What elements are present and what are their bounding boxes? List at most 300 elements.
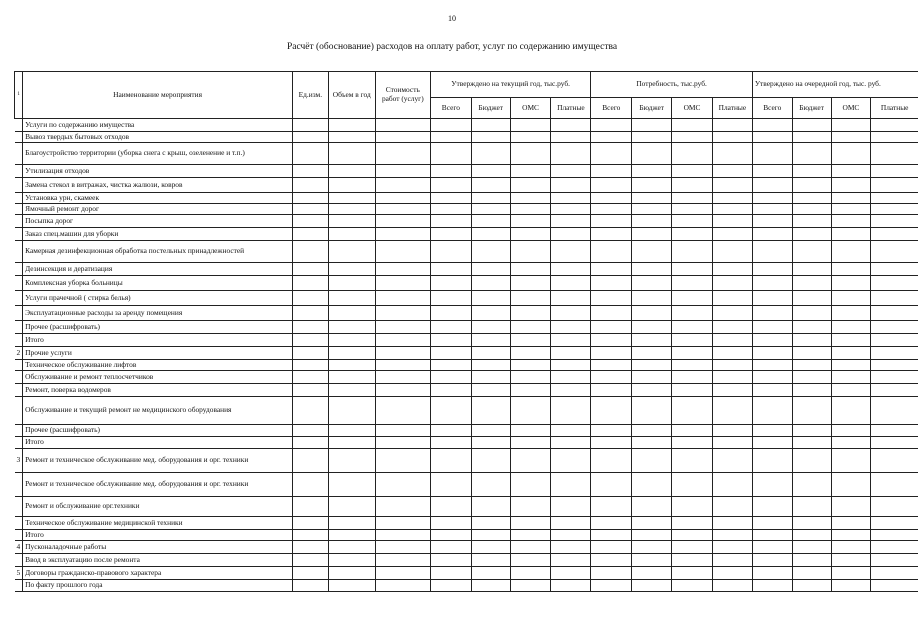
empty-cell xyxy=(591,425,632,437)
empty-cell xyxy=(551,347,591,360)
empty-cell xyxy=(831,178,871,193)
empty-cell xyxy=(591,449,632,473)
empty-cell xyxy=(712,132,752,143)
row-name: Камерная дезинфекционная обработка постельных принадлежностей xyxy=(23,241,293,263)
subheader-vsego: Всего xyxy=(591,98,632,119)
empty-cell xyxy=(712,276,752,291)
empty-cell xyxy=(672,321,713,334)
empty-cell xyxy=(471,165,510,178)
empty-cell xyxy=(430,228,471,241)
empty-cell xyxy=(871,580,918,592)
header-name: Наименование мероприятия xyxy=(23,72,293,119)
empty-cell xyxy=(430,425,471,437)
empty-cell xyxy=(831,291,871,306)
empty-cell xyxy=(292,371,328,384)
empty-cell xyxy=(551,425,591,437)
empty-cell xyxy=(328,347,375,360)
subheader-budzhet: Бюджет xyxy=(632,98,672,119)
empty-cell xyxy=(292,143,328,165)
empty-cell xyxy=(328,530,375,541)
expense-table xyxy=(14,71,918,592)
empty-cell xyxy=(752,276,792,291)
page-number: 10 xyxy=(448,14,456,23)
empty-cell xyxy=(672,241,713,263)
empty-cell xyxy=(792,204,831,215)
empty-cell xyxy=(591,241,632,263)
empty-cell xyxy=(831,193,871,204)
subheader-budzhet: Бюджет xyxy=(792,98,831,119)
table-row xyxy=(15,517,918,530)
empty-cell xyxy=(551,449,591,473)
empty-cell xyxy=(752,567,792,580)
empty-cell xyxy=(632,425,672,437)
empty-cell xyxy=(752,347,792,360)
empty-cell xyxy=(672,425,713,437)
row-number xyxy=(15,530,23,541)
empty-cell xyxy=(328,321,375,334)
empty-cell xyxy=(712,449,752,473)
empty-cell xyxy=(591,384,632,397)
empty-cell xyxy=(510,449,551,473)
empty-cell xyxy=(292,193,328,204)
empty-cell xyxy=(292,132,328,143)
empty-cell xyxy=(831,241,871,263)
empty-cell xyxy=(510,178,551,193)
empty-cell xyxy=(510,132,551,143)
empty-cell xyxy=(510,143,551,165)
empty-cell xyxy=(471,321,510,334)
empty-cell xyxy=(375,384,430,397)
empty-cell xyxy=(510,473,551,497)
empty-cell xyxy=(430,517,471,530)
empty-cell xyxy=(752,228,792,241)
empty-cell xyxy=(712,119,752,132)
empty-cell xyxy=(471,541,510,554)
empty-cell xyxy=(471,371,510,384)
empty-cell xyxy=(672,437,713,449)
empty-cell xyxy=(591,580,632,592)
empty-cell xyxy=(375,178,430,193)
header-cost: Стоимость работ (услуг) xyxy=(375,72,430,119)
row-number xyxy=(15,165,23,178)
row-name: Техническое обслуживание лифтов xyxy=(23,360,293,371)
row-number xyxy=(15,473,23,497)
empty-cell xyxy=(672,276,713,291)
empty-cell xyxy=(831,497,871,517)
empty-cell xyxy=(430,143,471,165)
empty-cell xyxy=(632,306,672,321)
empty-cell xyxy=(672,541,713,554)
empty-cell xyxy=(792,291,831,306)
empty-cell xyxy=(672,193,713,204)
empty-cell xyxy=(551,554,591,567)
empty-cell xyxy=(792,165,831,178)
empty-cell xyxy=(375,241,430,263)
empty-cell xyxy=(375,143,430,165)
empty-cell xyxy=(752,215,792,228)
empty-cell xyxy=(430,541,471,554)
table-row xyxy=(15,291,918,306)
empty-cell xyxy=(672,215,713,228)
empty-cell xyxy=(430,306,471,321)
empty-cell xyxy=(752,437,792,449)
empty-cell xyxy=(551,541,591,554)
row-name: Прочее (расшифровать) xyxy=(23,321,293,334)
table-row xyxy=(15,193,918,204)
empty-cell xyxy=(591,143,632,165)
empty-cell xyxy=(510,497,551,517)
empty-cell xyxy=(328,580,375,592)
empty-cell xyxy=(430,178,471,193)
empty-cell xyxy=(471,215,510,228)
empty-cell xyxy=(430,580,471,592)
row-name: Посыпка дорог xyxy=(23,215,293,228)
empty-cell xyxy=(471,449,510,473)
empty-cell xyxy=(752,132,792,143)
table-row xyxy=(15,449,918,473)
empty-cell xyxy=(792,360,831,371)
empty-cell xyxy=(871,425,918,437)
empty-cell xyxy=(712,541,752,554)
row-number xyxy=(15,384,23,397)
empty-cell xyxy=(591,334,632,347)
empty-cell xyxy=(831,306,871,321)
empty-cell xyxy=(328,291,375,306)
row-name: Услуги по содержанию имущества xyxy=(23,119,293,132)
row-number: 2 xyxy=(15,347,23,360)
empty-cell xyxy=(551,241,591,263)
empty-cell xyxy=(430,276,471,291)
empty-cell xyxy=(712,228,752,241)
empty-cell xyxy=(551,473,591,497)
row-name: Прочие услуги xyxy=(23,347,293,360)
row-number xyxy=(15,517,23,530)
row-name: Заказ спец.машин для уборки xyxy=(23,228,293,241)
table-row xyxy=(15,306,918,321)
empty-cell xyxy=(510,165,551,178)
row-number xyxy=(15,132,23,143)
empty-cell xyxy=(632,276,672,291)
empty-cell xyxy=(471,263,510,276)
empty-cell xyxy=(831,119,871,132)
empty-cell xyxy=(672,132,713,143)
empty-cell xyxy=(752,473,792,497)
empty-cell xyxy=(871,306,918,321)
empty-cell xyxy=(510,276,551,291)
empty-cell xyxy=(792,580,831,592)
empty-cell xyxy=(375,291,430,306)
empty-cell xyxy=(551,567,591,580)
empty-cell xyxy=(430,132,471,143)
empty-cell xyxy=(632,371,672,384)
empty-cell xyxy=(792,425,831,437)
empty-cell xyxy=(712,347,752,360)
empty-cell xyxy=(672,473,713,497)
empty-cell xyxy=(471,228,510,241)
empty-cell xyxy=(471,497,510,517)
empty-cell xyxy=(591,276,632,291)
empty-cell xyxy=(672,497,713,517)
empty-cell xyxy=(430,165,471,178)
empty-cell xyxy=(591,228,632,241)
empty-cell xyxy=(328,165,375,178)
table-row xyxy=(15,437,918,449)
empty-cell xyxy=(375,306,430,321)
empty-cell xyxy=(632,497,672,517)
empty-cell xyxy=(871,215,918,228)
empty-cell xyxy=(591,119,632,132)
row-number: 3 xyxy=(15,449,23,473)
empty-cell xyxy=(632,143,672,165)
empty-cell xyxy=(591,530,632,541)
row-number xyxy=(15,193,23,204)
empty-cell xyxy=(430,263,471,276)
empty-cell xyxy=(551,384,591,397)
row-name: Эксплуатационные расходы за аренду помещения xyxy=(23,306,293,321)
empty-cell xyxy=(430,204,471,215)
empty-cell xyxy=(792,497,831,517)
row-name: Обслуживание и ремонт теплосчетчиков xyxy=(23,371,293,384)
row-name: Ремонт, поверка водомеров xyxy=(23,384,293,397)
header-unit: Ед.изм. xyxy=(292,72,328,119)
empty-cell xyxy=(471,360,510,371)
row-number xyxy=(15,241,23,263)
empty-cell xyxy=(672,228,713,241)
empty-cell xyxy=(632,554,672,567)
empty-cell xyxy=(510,347,551,360)
empty-cell xyxy=(591,554,632,567)
empty-cell xyxy=(632,541,672,554)
empty-cell xyxy=(752,165,792,178)
empty-cell xyxy=(712,178,752,193)
empty-cell xyxy=(792,321,831,334)
empty-cell xyxy=(292,321,328,334)
empty-cell xyxy=(292,276,328,291)
row-name: Установка урн, скамеек xyxy=(23,193,293,204)
table-row xyxy=(15,334,918,347)
table-row xyxy=(15,215,918,228)
empty-cell xyxy=(510,541,551,554)
table-row xyxy=(15,241,918,263)
empty-cell xyxy=(632,437,672,449)
empty-cell xyxy=(551,334,591,347)
empty-cell xyxy=(328,334,375,347)
empty-cell xyxy=(551,437,591,449)
empty-cell xyxy=(632,178,672,193)
empty-cell xyxy=(712,473,752,497)
empty-cell xyxy=(292,263,328,276)
empty-cell xyxy=(871,321,918,334)
row-number xyxy=(15,321,23,334)
empty-cell xyxy=(328,541,375,554)
empty-cell xyxy=(510,384,551,397)
header-volume: Объем в год xyxy=(328,72,375,119)
empty-cell xyxy=(292,178,328,193)
empty-cell xyxy=(328,178,375,193)
empty-cell xyxy=(375,165,430,178)
table-row xyxy=(15,580,918,592)
empty-cell xyxy=(591,541,632,554)
row-name: Услуги прачечной ( стирка белья) xyxy=(23,291,293,306)
row-name: Благоустройство территории (уборка снега с крыш, озеленение и т.п.) xyxy=(23,143,293,165)
empty-cell xyxy=(632,204,672,215)
empty-cell xyxy=(551,291,591,306)
empty-cell xyxy=(551,228,591,241)
empty-cell xyxy=(551,397,591,425)
empty-cell xyxy=(792,554,831,567)
empty-cell xyxy=(591,263,632,276)
empty-cell xyxy=(712,567,752,580)
empty-cell xyxy=(328,204,375,215)
row-number xyxy=(15,204,23,215)
empty-cell xyxy=(510,306,551,321)
empty-cell xyxy=(375,473,430,497)
empty-cell xyxy=(632,384,672,397)
empty-cell xyxy=(328,241,375,263)
empty-cell xyxy=(672,371,713,384)
empty-cell xyxy=(871,132,918,143)
empty-cell xyxy=(752,497,792,517)
empty-cell xyxy=(591,306,632,321)
empty-cell xyxy=(831,165,871,178)
empty-cell xyxy=(672,291,713,306)
row-name: Ремонт и техническое обслуживание мед. оборудования и орг. техники xyxy=(23,473,293,497)
empty-cell xyxy=(430,291,471,306)
subheader-platnye: Платные xyxy=(871,98,918,119)
table-row xyxy=(15,132,918,143)
empty-cell xyxy=(510,228,551,241)
empty-cell xyxy=(792,119,831,132)
empty-cell xyxy=(328,567,375,580)
empty-cell xyxy=(632,228,672,241)
empty-cell xyxy=(632,321,672,334)
empty-cell xyxy=(672,384,713,397)
empty-cell xyxy=(328,437,375,449)
empty-cell xyxy=(632,530,672,541)
empty-cell xyxy=(591,178,632,193)
empty-cell xyxy=(712,360,752,371)
empty-cell xyxy=(632,397,672,425)
table-row xyxy=(15,119,918,132)
empty-cell xyxy=(752,384,792,397)
empty-cell xyxy=(792,334,831,347)
empty-cell xyxy=(752,371,792,384)
empty-cell xyxy=(591,193,632,204)
empty-cell xyxy=(632,119,672,132)
empty-cell xyxy=(510,193,551,204)
empty-cell xyxy=(712,291,752,306)
empty-cell xyxy=(591,497,632,517)
empty-cell xyxy=(471,473,510,497)
row-number xyxy=(15,425,23,437)
empty-cell xyxy=(632,263,672,276)
empty-cell xyxy=(510,334,551,347)
empty-cell xyxy=(792,437,831,449)
empty-cell xyxy=(471,567,510,580)
row-name: Ремонт и обслуживание орг.техники xyxy=(23,497,293,517)
empty-cell xyxy=(712,193,752,204)
empty-cell xyxy=(375,263,430,276)
table-row xyxy=(15,360,918,371)
empty-cell xyxy=(375,541,430,554)
table-row xyxy=(15,276,918,291)
header-group-current: Утверждено на текущий год, тыс.руб. xyxy=(430,72,590,98)
empty-cell xyxy=(752,321,792,334)
empty-cell xyxy=(792,132,831,143)
empty-cell xyxy=(430,241,471,263)
empty-cell xyxy=(471,306,510,321)
empty-cell xyxy=(871,437,918,449)
empty-cell xyxy=(375,321,430,334)
row-number xyxy=(15,263,23,276)
empty-cell xyxy=(871,567,918,580)
table-row xyxy=(15,473,918,497)
empty-cell xyxy=(672,178,713,193)
empty-cell xyxy=(672,517,713,530)
header-num: 1 xyxy=(15,72,23,119)
table-row xyxy=(15,321,918,334)
empty-cell xyxy=(551,530,591,541)
empty-cell xyxy=(591,567,632,580)
empty-cell xyxy=(328,473,375,497)
empty-cell xyxy=(510,263,551,276)
empty-cell xyxy=(831,567,871,580)
empty-cell xyxy=(591,473,632,497)
empty-cell xyxy=(792,371,831,384)
empty-cell xyxy=(551,497,591,517)
empty-cell xyxy=(430,437,471,449)
empty-cell xyxy=(632,165,672,178)
empty-cell xyxy=(672,567,713,580)
empty-cell xyxy=(712,437,752,449)
empty-cell xyxy=(591,291,632,306)
empty-cell xyxy=(871,397,918,425)
empty-cell xyxy=(831,215,871,228)
empty-cell xyxy=(591,371,632,384)
empty-cell xyxy=(471,554,510,567)
empty-cell xyxy=(831,228,871,241)
empty-cell xyxy=(292,228,328,241)
empty-cell xyxy=(792,347,831,360)
empty-cell xyxy=(510,580,551,592)
row-number xyxy=(15,178,23,193)
empty-cell xyxy=(871,143,918,165)
empty-cell xyxy=(430,473,471,497)
empty-cell xyxy=(510,397,551,425)
empty-cell xyxy=(375,204,430,215)
empty-cell xyxy=(328,119,375,132)
empty-cell xyxy=(712,321,752,334)
empty-cell xyxy=(831,384,871,397)
empty-cell xyxy=(430,371,471,384)
empty-cell xyxy=(632,473,672,497)
table-row xyxy=(15,204,918,215)
empty-cell xyxy=(328,215,375,228)
empty-cell xyxy=(752,541,792,554)
empty-cell xyxy=(831,449,871,473)
table-row xyxy=(15,384,918,397)
empty-cell xyxy=(871,360,918,371)
empty-cell xyxy=(792,517,831,530)
row-name: Договоры гражданско-правового характера xyxy=(23,567,293,580)
empty-cell xyxy=(591,321,632,334)
empty-cell xyxy=(712,497,752,517)
empty-cell xyxy=(672,306,713,321)
empty-cell xyxy=(375,397,430,425)
empty-cell xyxy=(551,215,591,228)
empty-cell xyxy=(871,517,918,530)
empty-cell xyxy=(712,215,752,228)
